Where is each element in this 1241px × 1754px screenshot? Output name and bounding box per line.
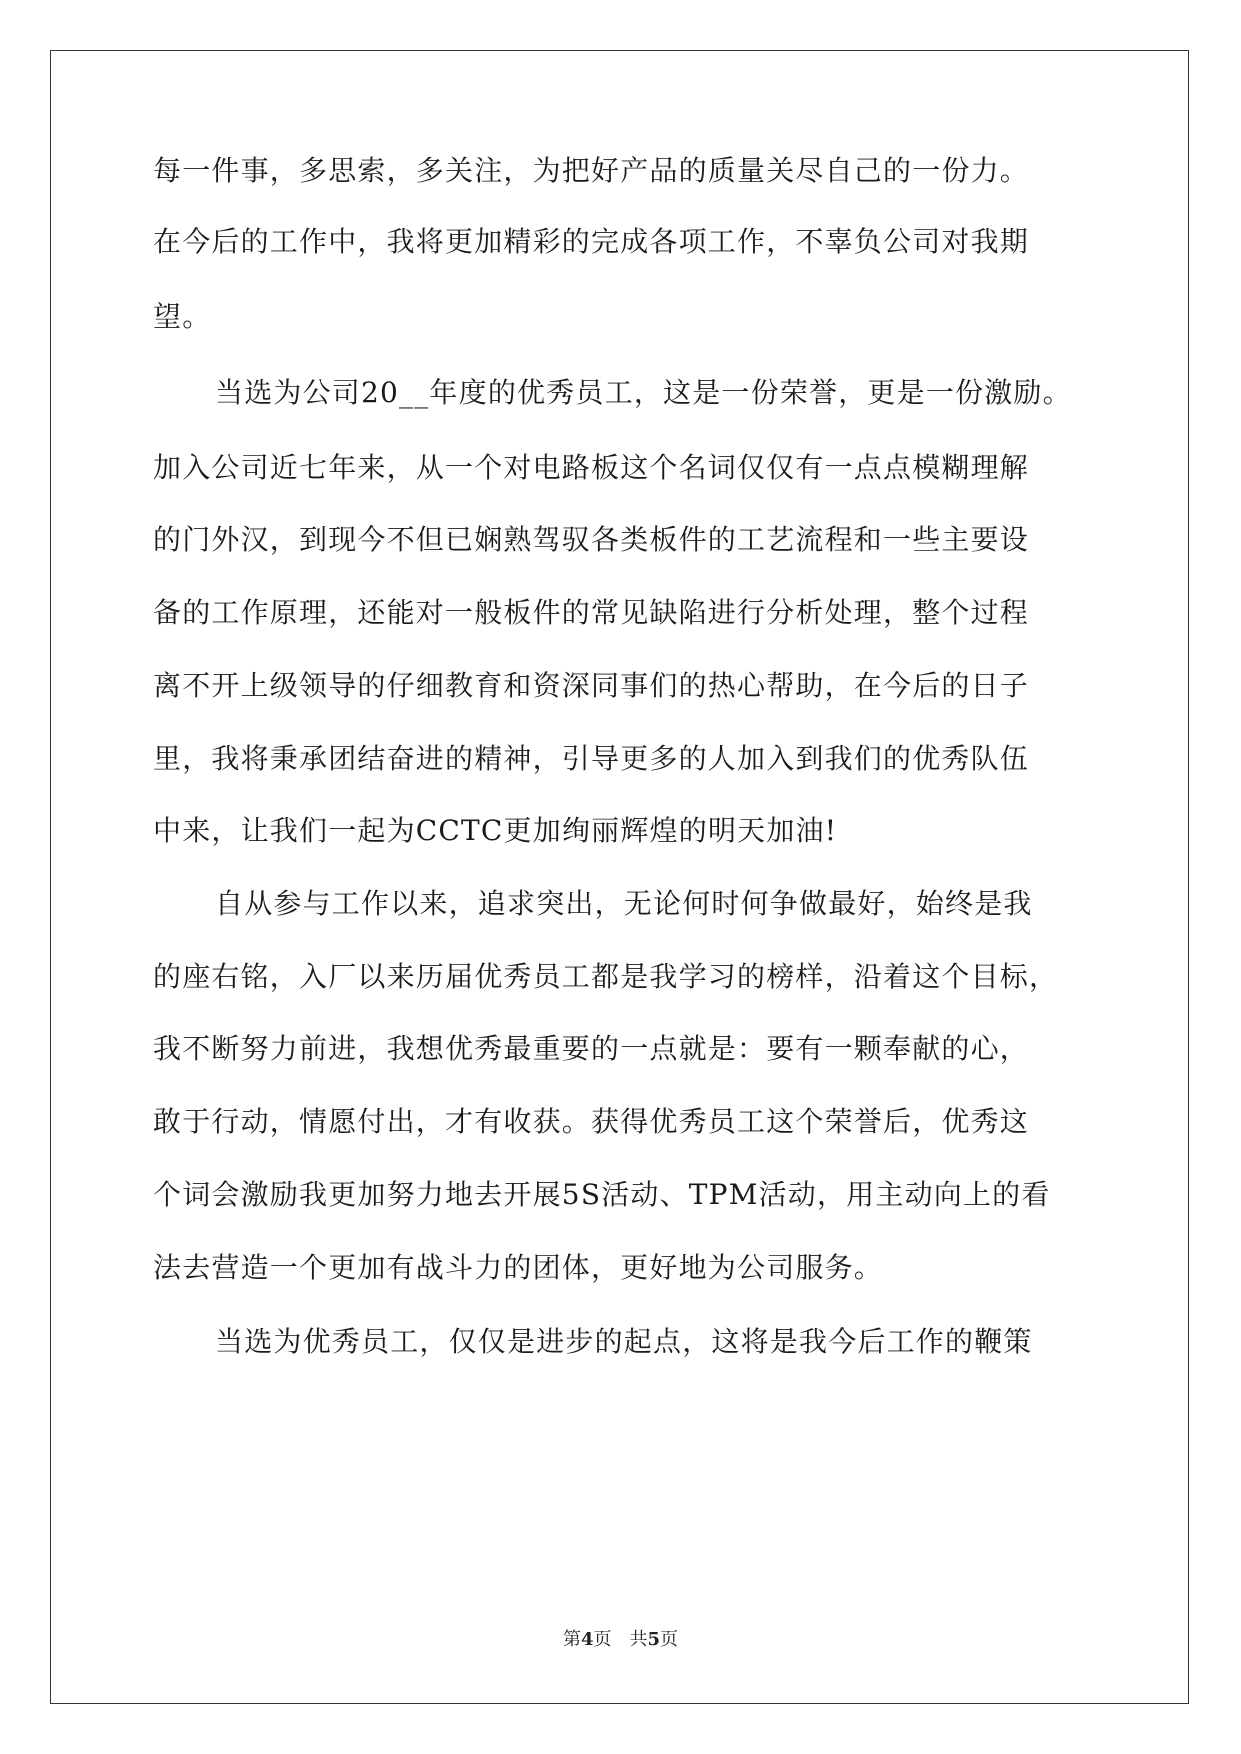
- page-suffix: 页: [593, 1629, 612, 1650]
- text-line: 法去营造一个更加有战斗力的团体，更好地为公司服务。: [153, 1251, 884, 1284]
- page-footer: [0, 1625, 1241, 1651]
- text-line: 离不开上级领导的仔细教育和资深同事们的热心帮助，在今后的日子: [153, 669, 1030, 702]
- text-line: 的门外汉，到现今不但已娴熟驾驭各类板件的工艺流程和一些主要设: [153, 523, 1030, 556]
- text-line: 备的工作原理，还能对一般板件的常见缺陷进行分析处理，整个过程: [153, 596, 1030, 629]
- text-line: 每一件事，多思索，多关注，为把好产品的质量关尽自己的一份力。: [153, 154, 1030, 187]
- text-line: 里，我将秉承团结奋进的精神，引导更多的人加入到我们的优秀队伍: [153, 742, 1030, 775]
- total-prefix: 共: [629, 1629, 648, 1650]
- text-line: 我不断努力前进，我想优秀最重要的一点就是：要有一颗奉献的心，: [153, 1032, 1030, 1065]
- text-line: 加入公司近七年来，从一个对电路板这个名词仅仅有一点点模糊理解: [153, 451, 1030, 484]
- paragraph-first-line: 当选为优秀员工，仅仅是进步的起点，这将是我今后工作的鞭策: [215, 1325, 1033, 1358]
- page-prefix: 第: [562, 1629, 581, 1650]
- paragraph-first-line: 当选为公司20__年度的优秀员工，这是一份荣誉，更是一份激励。: [215, 376, 1072, 409]
- page-border: [50, 50, 1189, 1704]
- total-suffix: 页: [660, 1629, 679, 1650]
- paragraph-first-line: 自从参与工作以来，追求突出，无论何时何争做最好，始终是我: [215, 887, 1033, 920]
- text-line: 望。: [153, 300, 212, 333]
- text-line: 在今后的工作中，我将更加精彩的完成各项工作，不辜负公司对我期: [153, 225, 1030, 258]
- text-line: 中来，让我们一起为CCTC更加绚丽辉煌的明天加油!: [153, 814, 838, 847]
- text-line: 敢于行动，情愿付出，才有收获。获得优秀员工这个荣誉后，优秀这: [153, 1105, 1030, 1138]
- text-line: 的座右铭，入厂以来历届优秀员工都是我学习的榜样，沿着这个目标，: [153, 960, 1059, 993]
- current-page-number: 4: [580, 1629, 594, 1650]
- total-page-number: 5: [647, 1629, 661, 1650]
- text-line: 个词会激励我更加努力地去开展5S活动、TPM活动，用主动向上的看: [153, 1178, 1051, 1211]
